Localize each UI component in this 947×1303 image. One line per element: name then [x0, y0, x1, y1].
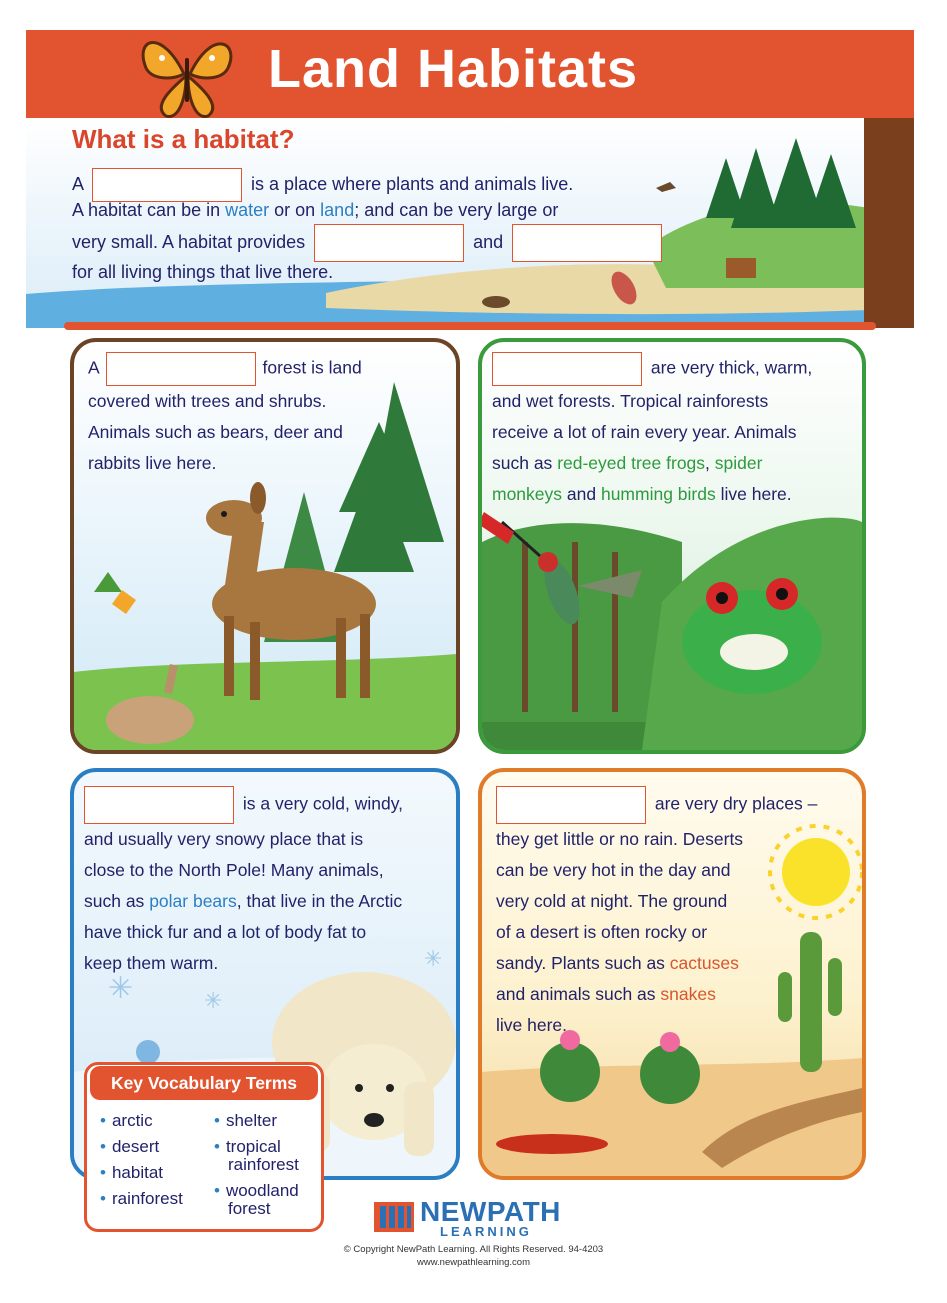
rainforest-line-2: and wet forests. Tropical rainforests — [492, 391, 769, 411]
water-term: water — [225, 200, 270, 220]
desert-line-7-start: and animals such as — [496, 984, 661, 1004]
desert-panel — [478, 768, 866, 1180]
rainforest-panel — [478, 338, 866, 754]
butterfly-figure — [112, 590, 136, 614]
snowflake-icon: ✳ — [108, 971, 134, 1006]
rainforest-text — [492, 352, 812, 510]
desert-line-4: very cold at night. The ground — [496, 891, 728, 911]
desert-line-6 — [496, 948, 817, 979]
intro-line-1-start: A — [72, 173, 84, 194]
arctic-line-6: keep them warm. — [84, 953, 219, 973]
rainforest-answer-blank[interactable] — [492, 352, 642, 386]
intro-line-2-end: ; and can be very large or — [354, 200, 559, 220]
woodland-line-1-start: A — [88, 357, 99, 378]
snowflake-icon: ✳ — [204, 989, 223, 1014]
intro-line-3-and: and — [473, 231, 504, 252]
intro-line-3 — [72, 224, 666, 262]
key-vocabulary-heading: Key Vocabulary Terms — [90, 1066, 318, 1100]
woodland-line-4: rabbits live here. — [88, 453, 217, 473]
logo-wordmark-bottom: LEARNING — [440, 1224, 532, 1239]
woodland-text — [88, 352, 362, 479]
arctic-line-1-end: is a very cold, windy, — [242, 793, 404, 814]
intro-line-2 — [72, 200, 558, 221]
polar-bears-term: polar bears — [149, 891, 237, 911]
arctic-line-4-end: , that live in the Arctic — [236, 891, 403, 911]
snowflake-icon — [136, 1040, 160, 1064]
copyright-text: © Copyright NewPath Learning. All Rights Reserved. 94-4203 — [343, 1244, 604, 1255]
tree-frogs-term: red-eyed tree frogs — [557, 453, 706, 473]
desert-line-3: can be very hot in the day and — [496, 860, 731, 880]
rainforest-line-4 — [492, 448, 812, 479]
desert-line-1 — [496, 786, 817, 824]
desert-line-1-end: are very dry places – — [654, 793, 818, 814]
rainforest-line-1-end: are very thick, warm, — [650, 357, 813, 378]
vocab-term: desert — [111, 1137, 160, 1156]
woodland-answer-blank[interactable] — [106, 352, 256, 386]
arctic-line-1 — [84, 786, 403, 824]
vocab-term: shelter — [225, 1111, 277, 1130]
vocab-item: • tropical — [214, 1137, 281, 1156]
section-divider — [64, 322, 876, 330]
rabbit-figure — [106, 696, 194, 744]
vocab-term: habitat — [111, 1163, 163, 1182]
vocab-item-continued: forest — [228, 1199, 271, 1218]
habitat-answer-blank[interactable] — [92, 168, 242, 202]
vocab-term: rainforest — [111, 1189, 183, 1208]
snakes-term: snakes — [660, 984, 716, 1004]
vocab-item: • shelter — [214, 1111, 277, 1130]
intro-heading: What is a habitat? — [72, 124, 295, 154]
desert-line-6-start: sandy. Plants such as — [496, 953, 670, 973]
intro-line-2-start: A habitat can be in — [72, 200, 226, 220]
rainforest-line-5-end: live here. — [715, 484, 792, 504]
rainforest-line-4-start: such as — [492, 453, 558, 473]
arctic-answer-blank[interactable] — [84, 786, 234, 824]
vocab-item-continued: rainforest — [228, 1155, 299, 1174]
desert-line-2: they get little or no rain. Deserts — [496, 829, 744, 849]
arctic-line-4 — [84, 886, 403, 917]
humming-birds-term: humming birds — [600, 484, 716, 504]
rainforest-line-3: receive a lot of rain every year. Animals — [492, 422, 797, 442]
desert-text — [496, 786, 817, 1041]
provides-answer-blank-2[interactable] — [512, 224, 662, 262]
newpath-logo-icon — [372, 1198, 416, 1236]
vocab-item: • desert — [100, 1137, 160, 1156]
spider-term: spider — [714, 453, 763, 473]
arctic-line-5: have thick fur and a lot of body fat to — [84, 922, 367, 942]
cactuses-term: cactuses — [669, 953, 739, 973]
website-link[interactable]: www.newpathlearning.com — [416, 1257, 530, 1268]
arctic-line-3: close to the North Pole! Many animals, — [84, 860, 384, 880]
desert-line-8: live here. — [496, 1015, 568, 1035]
rainforest-line-5-and: and — [562, 484, 601, 504]
vocab-term: tropical — [225, 1137, 281, 1156]
vocab-item: • arctic — [100, 1111, 153, 1130]
logo-wordmark-top: NEWPATH — [420, 1196, 561, 1227]
rainforest-line-4-comma: , — [705, 453, 715, 473]
rainforest-line-1 — [492, 352, 812, 386]
intro-line-3-start: very small. A habitat provides — [72, 231, 306, 252]
woodland-line-2: covered with trees and shrubs. — [88, 391, 327, 411]
woodland-line-3: Animals such as bears, deer and — [88, 422, 343, 442]
vocab-item: • habitat — [100, 1163, 163, 1182]
desert-line-7 — [496, 979, 817, 1010]
monkeys-term: monkeys — [492, 484, 563, 504]
desert-line-5: of a desert is often rocky or — [496, 922, 708, 942]
rainforest-line-5 — [492, 479, 812, 510]
vocab-item: • woodland — [214, 1181, 299, 1200]
desert-answer-blank[interactable] — [496, 786, 646, 824]
woodland-forest-panel — [70, 338, 460, 754]
woodland-line-1-end: forest is land — [262, 357, 362, 378]
lizard-figure — [496, 1134, 608, 1154]
vocab-item: • rainforest — [100, 1189, 183, 1208]
intro-line-2-mid: or on — [269, 200, 321, 220]
arctic-text — [84, 786, 403, 979]
intro-line-1 — [72, 168, 573, 202]
woodland-line-1 — [88, 352, 362, 386]
vocab-term: woodland — [225, 1181, 299, 1200]
page-title: Land Habitats — [268, 39, 639, 99]
intro-line-4: for all living things that live there. — [72, 262, 334, 282]
arctic-line-2: and usually very snowy place that is — [84, 829, 364, 849]
land-term: land — [320, 200, 355, 220]
snowflake-icon: ✳ — [424, 947, 443, 972]
arctic-line-4-start: such as — [84, 891, 150, 911]
butterfly-icon — [132, 28, 242, 120]
vocab-term: arctic — [111, 1111, 153, 1130]
provides-answer-blank-1[interactable] — [314, 224, 464, 262]
intro-line-1-end: is a place where plants and animals live. — [251, 173, 574, 194]
